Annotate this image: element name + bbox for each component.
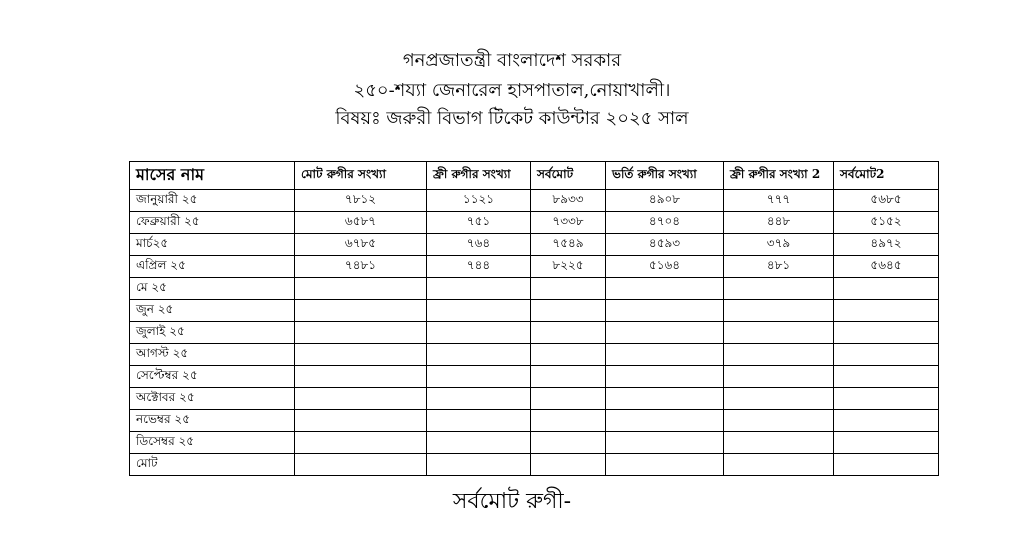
- value-cell: [724, 322, 834, 344]
- value-cell: [531, 300, 606, 322]
- value-cell: [834, 432, 939, 454]
- value-cell: [427, 322, 531, 344]
- table-row: [130, 234, 939, 256]
- table-row: [130, 278, 939, 300]
- month-cell: জানুয়ারী ২৫: [130, 190, 295, 212]
- value-cell: ৪৯৭২: [834, 234, 939, 256]
- table-row: [130, 322, 939, 344]
- value-cell: [606, 344, 724, 366]
- table-row: [130, 212, 939, 234]
- value-cell: [295, 366, 427, 388]
- value-cell: [427, 300, 531, 322]
- value-cell: ৭৪৪: [427, 256, 531, 278]
- table-row: [130, 410, 939, 432]
- month-cell: ডিসেম্বর ২৫: [130, 432, 295, 454]
- table-row: [130, 432, 939, 454]
- table-row: [130, 366, 939, 388]
- value-cell: [606, 454, 724, 476]
- value-cell: [295, 322, 427, 344]
- table-row: [130, 256, 939, 278]
- value-cell: [295, 344, 427, 366]
- value-cell: [606, 410, 724, 432]
- value-cell: [295, 278, 427, 300]
- value-cell: [834, 300, 939, 322]
- value-cell: ৪৮১: [724, 256, 834, 278]
- value-cell: [724, 454, 834, 476]
- value-cell: ৫১৫২: [834, 212, 939, 234]
- table-row: [130, 344, 939, 366]
- value-cell: ৬৭৮৫: [295, 234, 427, 256]
- value-cell: ৪৭০৪: [606, 212, 724, 234]
- table-body: [130, 190, 939, 476]
- header-admitted-patients: ভর্তি রুগীর সংখ্যা: [606, 162, 724, 190]
- value-cell: ১১২১: [427, 190, 531, 212]
- value-cell: [531, 388, 606, 410]
- month-cell: জুন ২৫: [130, 300, 295, 322]
- value-cell: [834, 410, 939, 432]
- value-cell: ৭৫১: [427, 212, 531, 234]
- table-row: [130, 388, 939, 410]
- header-grand-total: সর্বমোট: [531, 162, 606, 190]
- value-cell: [834, 278, 939, 300]
- value-cell: ৪৫৯৩: [606, 234, 724, 256]
- header-free-patients-2: ফ্রী রুগীর সংখ্যা 2: [724, 162, 834, 190]
- value-cell: ৬৫৮৭: [295, 212, 427, 234]
- value-cell: [295, 388, 427, 410]
- value-cell: ৪৯০৮: [606, 190, 724, 212]
- month-cell: ফেব্রুয়ারী ২৫: [130, 212, 295, 234]
- ticket-counter-table: [129, 161, 939, 476]
- month-cell: মার্চ২৫: [130, 234, 295, 256]
- value-cell: ৭৫৪৯: [531, 234, 606, 256]
- value-cell: [724, 432, 834, 454]
- table-header-row: [130, 162, 939, 190]
- value-cell: [606, 300, 724, 322]
- value-cell: ৫৬৮৫: [834, 190, 939, 212]
- month-cell: এপ্রিল ২৫: [130, 256, 295, 278]
- value-cell: [295, 410, 427, 432]
- value-cell: [427, 278, 531, 300]
- grand-total-patients-label: সর্বমোট রুগী-: [452, 489, 572, 514]
- month-cell: জুলাই ২৫: [130, 322, 295, 344]
- month-cell: সেপ্টেম্বর ২৫: [130, 366, 295, 388]
- value-cell: ৫১৬৪: [606, 256, 724, 278]
- value-cell: [427, 366, 531, 388]
- heading-subject: বিষয়ঃ জরুরী বিভাগ টিকেট কাউন্টার ২০২৫ সাল: [335, 108, 689, 129]
- value-cell: [834, 322, 939, 344]
- table-row: [130, 454, 939, 476]
- value-cell: [295, 454, 427, 476]
- value-cell: ৩৭৯: [724, 234, 834, 256]
- value-cell: [724, 278, 834, 300]
- value-cell: [606, 278, 724, 300]
- value-cell: [606, 366, 724, 388]
- header-total-patients: মোট রুগীর সংখ্যা: [295, 162, 427, 190]
- header-grand-total-2: সর্বমোট2: [834, 162, 939, 190]
- value-cell: ৭৭৭: [724, 190, 834, 212]
- heading-government: গনপ্রজাতন্ত্রী বাংলাদেশ সরকার: [402, 50, 622, 71]
- value-cell: [531, 278, 606, 300]
- value-cell: [531, 410, 606, 432]
- month-cell: অক্টোবর ২৫: [130, 388, 295, 410]
- value-cell: [427, 388, 531, 410]
- value-cell: [295, 300, 427, 322]
- value-cell: [834, 454, 939, 476]
- value-cell: ৮২২৫: [531, 256, 606, 278]
- value-cell: [427, 432, 531, 454]
- heading-hospital: ২৫০-শয্যা জেনারেল হাসপাতাল,নোয়াখালী।: [353, 80, 671, 101]
- value-cell: [834, 344, 939, 366]
- value-cell: [834, 366, 939, 388]
- value-cell: ৮৯৩৩: [531, 190, 606, 212]
- header-month-name: মাসের নাম: [130, 162, 295, 190]
- value-cell: [606, 322, 724, 344]
- month-cell: আগস্ট ২৫: [130, 344, 295, 366]
- value-cell: [724, 410, 834, 432]
- value-cell: [531, 454, 606, 476]
- value-cell: ৭৪৮১: [295, 256, 427, 278]
- value-cell: [724, 300, 834, 322]
- month-cell: নভেম্বর ২৫: [130, 410, 295, 432]
- month-cell: মে ২৫: [130, 278, 295, 300]
- month-cell: মোট: [130, 454, 295, 476]
- value-cell: [427, 410, 531, 432]
- value-cell: [295, 432, 427, 454]
- value-cell: [427, 454, 531, 476]
- value-cell: [724, 366, 834, 388]
- table-row: [130, 300, 939, 322]
- value-cell: ৭৬৪: [427, 234, 531, 256]
- value-cell: [531, 432, 606, 454]
- value-cell: [531, 322, 606, 344]
- value-cell: [724, 388, 834, 410]
- value-cell: [834, 388, 939, 410]
- value-cell: ৪৪৮: [724, 212, 834, 234]
- value-cell: ৭৩৩৮: [531, 212, 606, 234]
- value-cell: [724, 344, 834, 366]
- value-cell: ৫৬৪৫: [834, 256, 939, 278]
- table-row: [130, 190, 939, 212]
- value-cell: [606, 432, 724, 454]
- value-cell: ৭৮১২: [295, 190, 427, 212]
- value-cell: [606, 388, 724, 410]
- value-cell: [427, 344, 531, 366]
- value-cell: [531, 366, 606, 388]
- value-cell: [531, 344, 606, 366]
- header-free-patients: ফ্রী রুগীর সংখ্যা: [427, 162, 531, 190]
